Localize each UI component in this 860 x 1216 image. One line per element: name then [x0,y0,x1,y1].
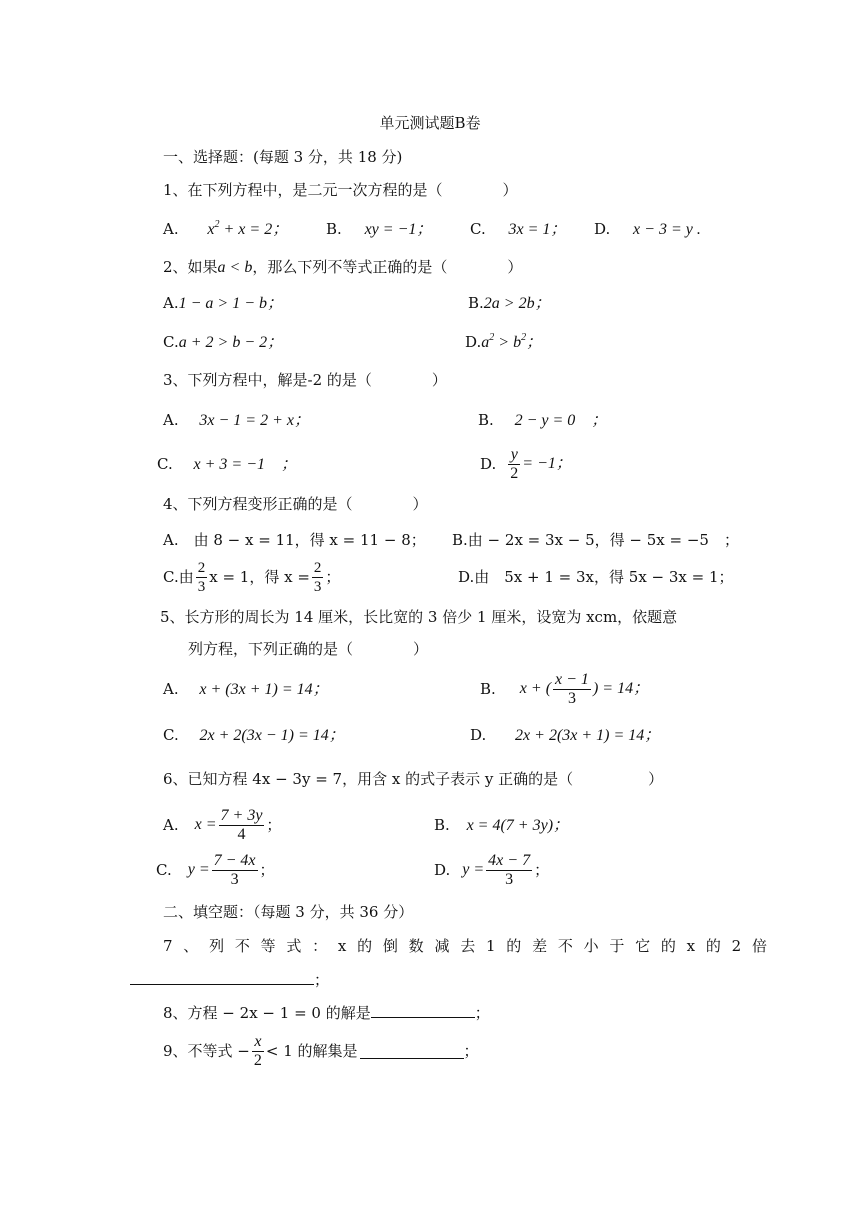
option-expr: 2a > 2b； [483,295,551,312]
denominator: 3 [567,689,576,707]
expr-part: + x = 2； [219,221,289,238]
option-label: B. [434,816,450,834]
option-label: C.由 [163,568,194,586]
denominator: 3 [197,578,206,595]
q1-option-a [163,219,288,240]
q7-answer-blank[interactable] [130,970,314,985]
option-expr: 2 − y = 0 ； [514,412,608,429]
q2-option-a [163,293,283,314]
fraction [196,559,208,596]
q8-text: 8、方程 − 2x − 1 = 0 的解是 [163,1004,371,1022]
q6-option-c [156,850,275,890]
option-expr: y = [462,861,485,878]
q5-option-b [480,669,649,709]
q9-line-end: ； [463,1042,479,1060]
expr-part: ； [526,334,543,351]
expr-part: > b [494,334,522,351]
q9-text: < 1 的解集是 [265,1042,358,1060]
option-expr: ； [325,568,341,586]
q3-option-d [480,444,572,484]
section-fill-heading: 二、填空题：（每题 3 分，共 36 分） [163,903,414,921]
numerator: 7 + 3y [220,806,263,824]
q5-stem-line1: 5、长方形的周长为 14 厘米，长比宽的 3 倍少 1 厘米，设宽为 xcm，依题意 [160,608,678,626]
denominator: 2 [510,464,519,482]
option-label: D. [470,726,487,744]
q6-option-a [163,805,281,845]
q4-option-c [163,557,340,597]
q2-option-b [468,293,551,314]
numerator: x − 1 [555,670,589,688]
q7-line1: 7 、 列 不 等 式 ： x 的 倒 数 减 去 1 的 差 不 小 于 它 的 x 的 2 倍 [163,937,770,955]
option-expr: x = [194,816,217,833]
q6-stem: 6、已知方程 4x − 3y = 7，用含 x 的式子表示 y 正确的是（ ） [163,770,664,788]
option-expr: ) = 14； [592,680,650,697]
q8-line-end: ； [474,1004,490,1022]
section-choice-heading: 一、选择题：(每题 3 分，共 18 分) [163,148,403,166]
q4-option-a: A. 由 8 − x = 11，得 x = 11 − 8； [163,531,426,549]
q7-line2 [130,970,329,990]
expr-part: x [207,221,215,238]
option-label: B. [478,411,494,429]
q2-option-d [465,332,542,353]
superscript: 2 [489,332,495,343]
option-label: C. [156,861,172,879]
fraction [486,852,532,889]
numerator: 4x − 7 [488,851,531,869]
stem-text: 2、如果 [163,258,218,276]
option-label: A. [163,680,179,698]
option-expr: 2x + 2(3x − 1) = 14； [199,727,345,744]
option-label: A. [163,411,179,429]
option-label: A. [163,816,179,834]
option-label: C. [163,333,179,351]
option-expr: 1 − a > 1 − b； [178,295,284,312]
q9-answer-blank[interactable] [360,1044,464,1059]
q3-option-a [163,410,310,431]
option-expr: 2x + 2(3x + 1) = 14； [515,727,661,744]
q5-stem-line2: 列方程，下列正确的是（ ） [188,640,429,658]
option-label: D. [480,455,497,473]
q1-option-d [594,219,701,240]
option-expr: y = [187,861,210,878]
q1-stem: 1、在下列方程中，是二元一次方程的是（ ） [163,181,518,199]
q4-option-b: B.由 − 2x = 3x − 5，得 − 5x = −5 ； [452,531,739,549]
option-label: B. [326,220,342,238]
q9-line [163,1031,479,1071]
q4-option-d: D.由 5x + 1 = 3x，得 5x − 3x = 1； [458,568,734,586]
option-expr: x + (3x + 1) = 14； [199,681,329,698]
numerator: y [508,446,520,465]
q3-option-b [478,410,607,431]
option-expr: x + ( [519,680,552,697]
q8-line [163,1003,490,1023]
numerator: 2 [313,559,322,576]
option-expr: ； [534,861,550,879]
option-expr: x = 1，得 x = [209,568,310,586]
option-expr: x = 4(7 + 3y)； [466,817,570,834]
stem-text: ，那么下列不等式正确的是（ ） [252,258,523,276]
option-expr: = −1； [522,455,572,472]
option-expr [481,334,542,351]
option-label: A. [163,294,179,312]
option-expr: ； [259,861,275,879]
q8-answer-blank[interactable] [371,1003,475,1018]
option-expr: xy = −1； [364,221,433,238]
denominator: 3 [230,870,239,888]
option-expr: ； [266,816,282,834]
option-expr: a + 2 > b − 2； [178,334,284,351]
denominator: 4 [237,825,246,843]
q3-option-c [157,454,297,475]
fraction [553,671,591,708]
option-label: D. [594,220,611,238]
option-expr [207,221,288,238]
q2-option-c [163,332,283,353]
fraction [312,559,324,596]
expr-part: a [481,334,490,351]
denominator: 3 [505,870,514,888]
q5-option-c [163,725,345,746]
q1-option-c [470,219,566,240]
option-label: C. [470,220,486,238]
q9-text: 9、不等式 − [163,1042,250,1060]
fraction [508,446,520,483]
option-label: C. [163,726,179,744]
option-label: D. [434,861,451,879]
q3-stem: 3、下列方程中，解是-2 的是（ ） [163,371,447,389]
option-expr: x + 3 = −1 ； [193,456,297,473]
superscript: 2 [521,332,527,343]
q2-stem [163,257,522,278]
numerator: 2 [197,559,206,576]
option-expr: 3x = 1； [508,221,567,238]
option-label: B. [480,680,496,698]
fraction [219,807,265,844]
q6-option-d [434,850,549,890]
stem-math: a < b [217,259,253,276]
fraction [212,852,258,889]
q1-option-b [326,219,432,240]
option-expr: 3x − 1 = 2 + x； [199,412,310,429]
numerator: 7 − 4x [213,851,256,869]
fraction [252,1033,264,1070]
denominator: 3 [313,578,322,595]
option-label: D. [465,333,482,351]
denominator: 2 [253,1051,262,1069]
page-title: 单元测试题B卷 [379,114,481,132]
q6-option-b [434,815,569,836]
option-label: A. [163,220,179,238]
q5-option-a [163,679,329,700]
superscript: 2 [214,219,220,230]
q4-stem: 4、下列方程变形正确的是（ ） [163,495,428,513]
option-label: C. [157,455,173,473]
q7-line-end: ； [314,971,330,989]
option-expr: x − 3 = y . [633,221,701,238]
q5-option-d [470,725,660,746]
option-label: B. [468,294,484,312]
numerator: x [252,1033,264,1052]
